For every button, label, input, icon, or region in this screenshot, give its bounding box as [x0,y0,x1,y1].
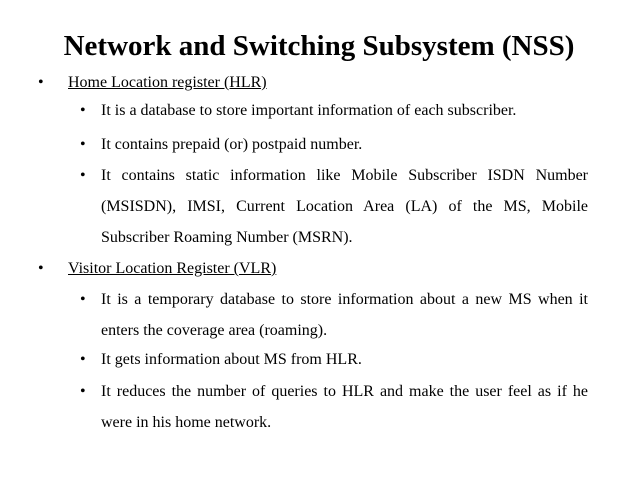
bullet-icon: • [38,74,44,91]
point-text: It reduces the number of queries to HLR and make the user feel as if he were in his home network. [101,383,588,431]
bullet-icon: • [80,102,86,119]
bullet-icon: • [80,351,86,368]
point-text: It is a temporary database to store information about a new MS when it enters the coverage area (roaming). [101,291,588,339]
slide-title: Network and Switching Subsystem (NSS) [63,30,575,62]
section-heading-label: Visitor Location Register (VLR) [68,260,277,277]
hlr-point-1 [80,95,588,126]
point-text: It contains static information like Mobile Subscriber ISDN Number (MSISDN), IMSI, Current Location Area (LA) of the MS, Mobile Subscriber Roaming Number (MSRN). [101,167,588,246]
bullet-icon: • [80,383,86,400]
hlr-point-3 [80,160,588,253]
bullet-icon: • [80,167,86,184]
bullet-icon: • [80,291,86,308]
bullet-icon: • [80,136,86,153]
hlr-point-2 [80,129,588,160]
section-heading-label: Home Location register (HLR) [68,74,267,91]
vlr-point-3 [80,376,588,438]
vlr-point-1 [80,284,588,346]
point-text: It gets information about MS from HLR. [101,351,362,368]
vlr-point-2 [80,344,588,375]
point-text: It is a database to store important information of each subscriber. [101,102,517,119]
point-text: It contains prepaid (or) postpaid number. [101,136,363,153]
bullet-icon: • [38,260,44,277]
